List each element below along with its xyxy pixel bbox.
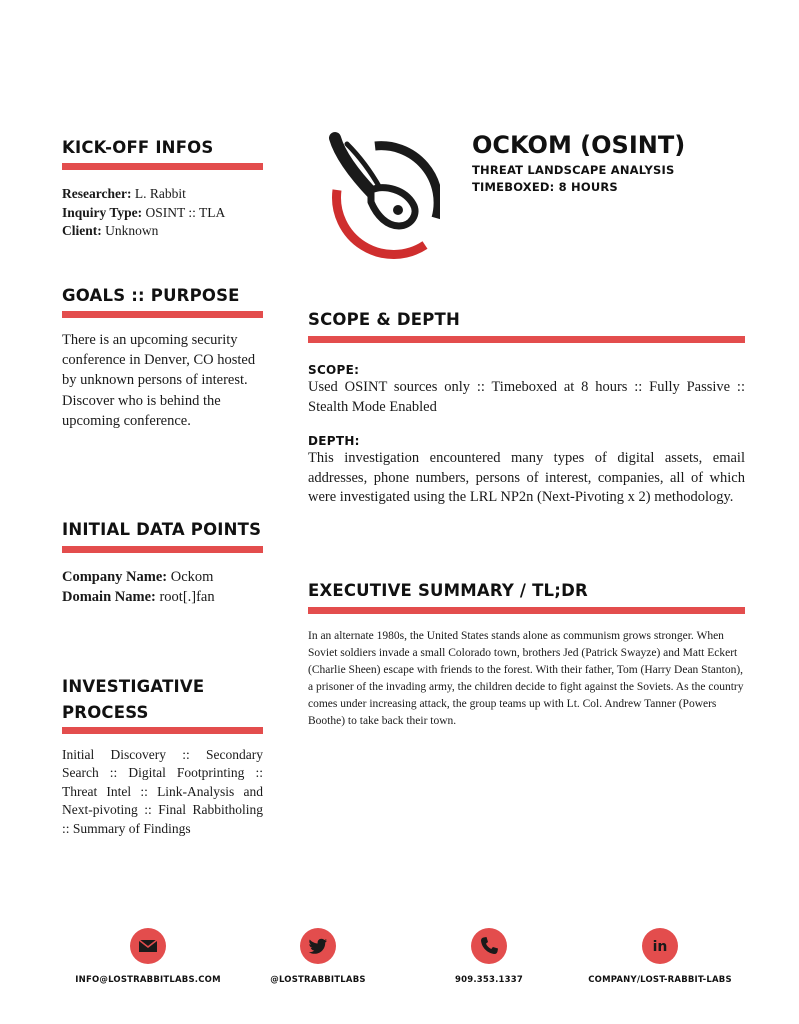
process-text: Initial Discovery :: Secondary Search :: Digital Footprinting :: Threat Intel :: Link-Analysis and Next-pivoting :: Final Rabbitholing :: Summary of Findings (62, 747, 263, 836)
phone-button[interactable] (471, 928, 507, 964)
svg-text:in: in (652, 939, 668, 955)
linkedin-button[interactable] (642, 928, 678, 964)
initial-data-divider (62, 546, 263, 553)
linkedin-icon (642, 928, 678, 964)
depth-text: This investigation encountered many types of digital assets, email addresses, phone numbers, persons of interest, companies, all of which were investigated using the LRL NP2n (Next-Pivoting x 2) methodology. (308, 450, 745, 505)
domain-row: Domain Name: root[.]fan (62, 589, 215, 605)
linkedin-link[interactable]: COMPANY/LOST-RABBIT-LABS (588, 975, 732, 985)
initial-data-title: INITIAL DATA POINTS (62, 520, 262, 539)
initial-data-section (62, 519, 263, 607)
client-row: Client: Unknown (62, 223, 159, 238)
inquiry-row: Inquiry Type: OSINT :: TLA (62, 204, 226, 220)
company-row: Company Name: Ockom (62, 569, 214, 585)
process-section (62, 674, 263, 838)
goals-title: GOALS :: PURPOSE (62, 286, 240, 305)
page-subtitle-timebox: TIMEBOXED: 8 HOURS (472, 180, 618, 194)
goals-divider (62, 311, 263, 318)
kickoff-title: KICK-OFF INFOS (62, 138, 214, 157)
initial-data-details (62, 567, 263, 607)
page-subtitle-analysis: THREAT LANDSCAPE ANALYSIS (472, 163, 675, 177)
scope-title: SCOPE & DEPTH (308, 310, 460, 329)
twitter-link[interactable]: @LOSTRABBITLABS (270, 975, 366, 985)
page-title: OCKOM (OSINT) (472, 131, 686, 159)
researcher-row: Researcher: L. Rabbit (62, 186, 186, 201)
summary-divider (308, 607, 745, 614)
phone-icon (471, 928, 507, 964)
process-divider (62, 727, 263, 734)
goals-section (62, 285, 263, 431)
twitter-button[interactable] (300, 928, 336, 964)
kickoff-divider (62, 163, 263, 170)
summary-text: In an alternate 1980s, the United States stands alone as communism grows stronger. When Soviet soldiers invade a small Colorado town, brothers Jed (Patrick Swayze) and Matt Eckert (Charlie Sheen) escape with friends to the forest. With their father, Tom (Harry Dean Stanton), a prisoner of the invading army, the children decide to fight against the Soviets. As the country comes under increasing attack, the group teams up with Lt. Col. Andrew Tanner (Powers Boothe) to take back their town. (308, 630, 744, 727)
summary-section (308, 580, 745, 730)
scope-section (308, 309, 745, 508)
rabbit-logo-icon (325, 130, 440, 262)
email-button[interactable] (130, 928, 166, 964)
kickoff-details (62, 185, 263, 241)
goals-text: There is an upcoming security conference in Denver, CO hosted by unknown persons of interest. Discover who is behind the upcoming conference. (62, 332, 256, 429)
depth-label: DEPTH: (308, 434, 360, 448)
scope-divider (308, 336, 745, 343)
scope-label: SCOPE: (308, 363, 360, 377)
phone-link[interactable]: 909.353.1337 (454, 975, 523, 985)
process-title: INVESTIGATIVE PROCESS (62, 677, 205, 722)
email-link[interactable]: INFO@LOSTRABBITLABS.COM (75, 975, 221, 985)
summary-title: EXECUTIVE SUMMARY / TL;DR (308, 581, 588, 600)
twitter-icon (300, 928, 336, 964)
kickoff-section (62, 137, 263, 241)
scope-text: Used OSINT sources only :: Timeboxed at 8 hours :: Fully Passive :: Stealth Mode Enabled (308, 379, 745, 415)
envelope-icon (130, 928, 166, 964)
